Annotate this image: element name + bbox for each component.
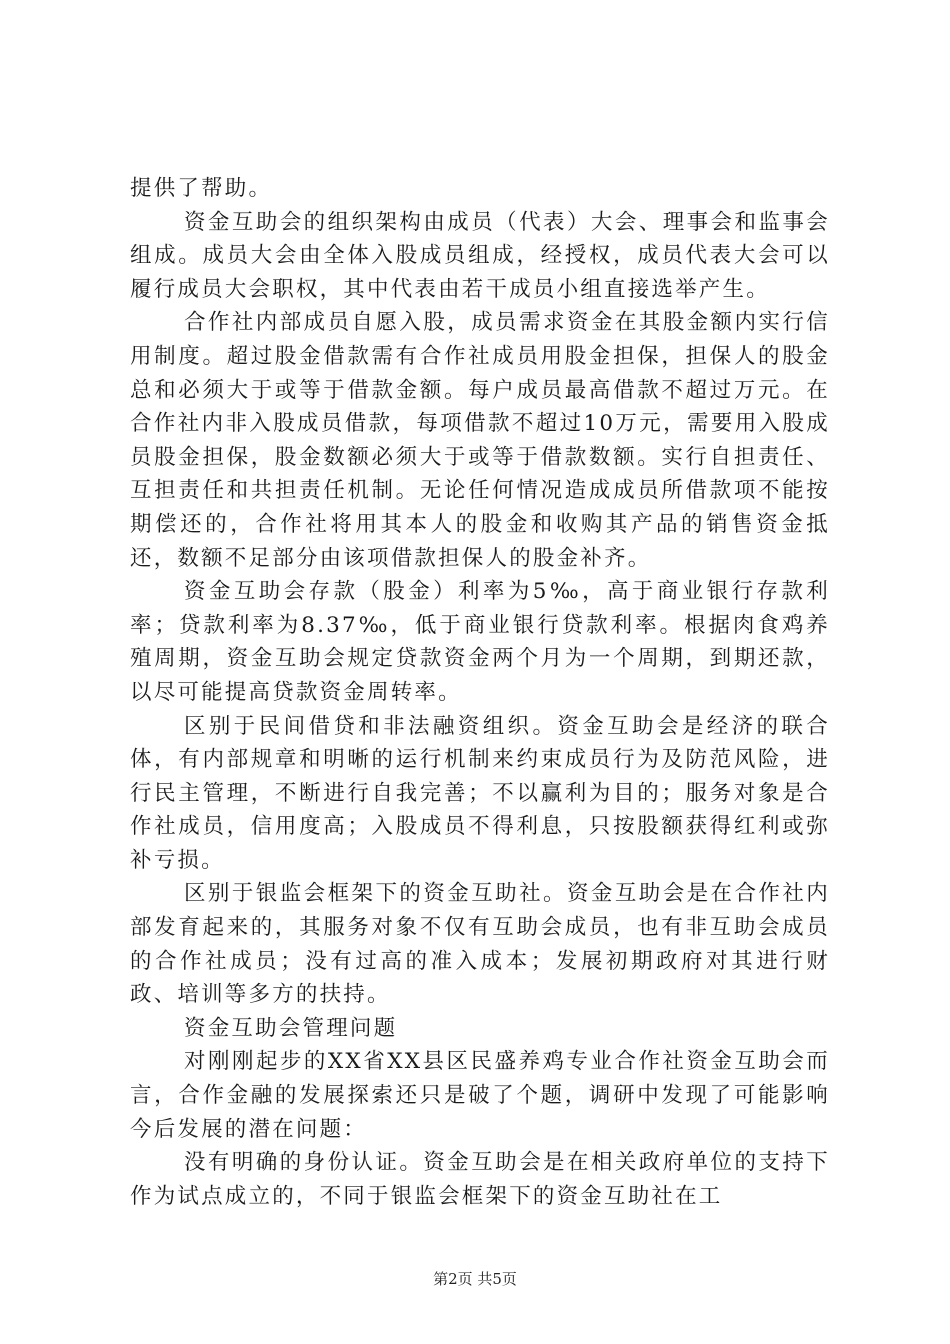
- paragraph-credit-system: 合作社内部成员自愿入股，成员需求资金在其股金额内实行信用制度。超过股金借款需有合作社成员用股金担保，担保人的股金总和必须大于或等于借款金额。每户成员最高借款不超过万元。在合作社内非入股成员借款，每项借款不超过10万元，需要用入股成员股金担保，股金数额必须大于或等于借款数额。实行自担责任、互担责任和共担责任机制。无论任何情况造成成员所借款项不能按期偿还的，合作社将用其本人的股金和收购其产品的销售资金抵还，数额不足部分由该项借款担保人的股金补齐。: [130, 310, 830, 571]
- section-heading-management-issues: 资金互助会管理问题: [184, 1015, 398, 1041]
- page-footer: 第2页 共5页: [433, 1270, 517, 1288]
- paragraph-problems-intro: 对刚刚起步的XX省XX县区民盛养鸡专业合作社资金互助会而言，合作金融的发展探索还只是破了个题，调研中发现了可能影响今后发展的潜在问题：: [130, 1049, 830, 1142]
- paragraph-difference-private-lending: 区别于民间借贷和非法融资组织。资金互助会是经济的联合体，有内部规章和明晰的运行机制来约束成员行为及防范风险，进行民主管理，不断进行自我完善；不以赢利为目的；服务对象是合作社成员，信用度高；入股成员不得利息，只按股额获得红利或弥补亏损。: [130, 713, 830, 873]
- paragraph-difference-mutual-aid-society: 区别于银监会框架下的资金互助社。资金互助会是在合作社内部发育起来的，其服务对象不仅有互助会成员，也有非互助会成员的合作社成员；没有过高的准入成本；发展初期政府对其进行财政、培训等多方的扶持。: [130, 881, 830, 1008]
- paragraph-organization-structure: 资金互助会的组织架构由成员（代表）大会、理事会和监事会组成。成员大会由全体入股成员组成，经授权，成员代表大会可以履行成员大会职权，其中代表由若干成员小组直接选举产生。: [130, 209, 830, 302]
- document-body: [130, 172, 830, 1213]
- paragraph-identity-problem: 没有明确的身份认证。资金互助会是在相关政府单位的支持下作为试点成立的，不同于银监会框架下的资金互助社在工: [130, 1150, 830, 1209]
- paragraph-continuation: 提供了帮助。: [130, 176, 273, 201]
- paragraph-interest-rates: 资金互助会存款（股金）利率为5‰，高于商业银行存款利率；贷款利率为8.37‰，低于商业银行贷款利率。根据肉食鸡养殖周期，资金互助会规定贷款资金两个月为一个周期，到期还款，以尽可能提高贷款资金周转率。: [130, 579, 830, 705]
